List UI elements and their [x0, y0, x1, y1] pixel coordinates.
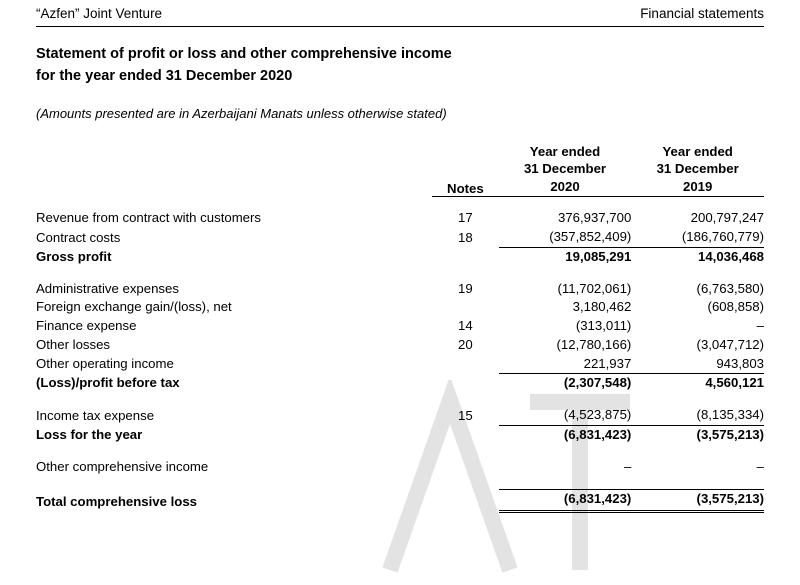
table-row — [36, 406, 764, 425]
row-value-2020: 221,937 — [583, 355, 632, 371]
row-value-2020: (313,011) — [575, 318, 632, 334]
row-value-2019: (3,047,712) — [696, 336, 764, 352]
row-label: Administrative expenses — [36, 280, 179, 296]
table-row — [36, 298, 764, 317]
header-year-2019-line2: 31 December — [656, 161, 739, 177]
financial-statement-table — [36, 143, 764, 514]
spacer-row — [36, 196, 764, 209]
row-value-2019: – — [756, 458, 764, 474]
header-year-2019-line3: 2019 — [682, 179, 713, 195]
row-note: 17 — [458, 210, 473, 226]
table-row-subtotal — [36, 374, 764, 393]
row-value-2019: (3,575,213) — [631, 489, 764, 512]
row-value-2020: (357,852,409) — [549, 229, 632, 245]
row-label: Revenue from contract with customers — [36, 210, 262, 226]
row-value-2020: – — [623, 458, 632, 474]
row-label: Contract costs — [36, 229, 121, 245]
row-note — [432, 298, 499, 317]
table-row — [36, 280, 764, 299]
row-value-2020: (11,702,061) — [557, 280, 632, 296]
table-row — [36, 458, 764, 477]
row-note — [432, 247, 499, 266]
statement-title: Statement of profit or loss and other comprehensive income — [36, 46, 452, 62]
row-value-2019: 943,803 — [716, 355, 764, 371]
row-value-2020: 3,180,462 — [572, 299, 632, 315]
row-note — [432, 425, 499, 444]
row-value-2019: (6,763,580) — [696, 280, 764, 296]
header-year-2020-line3: 2020 — [550, 179, 580, 195]
row-value-2019: 14,036,468 — [631, 247, 764, 266]
header-year-2019 — [631, 143, 764, 197]
header-entity-name: “Azfen” Joint Venture — [36, 6, 163, 21]
row-label: Other losses — [36, 336, 111, 352]
document-header — [36, 0, 764, 27]
row-label: Other comprehensive income — [36, 458, 209, 474]
row-value-2019: 4,560,121 — [631, 374, 764, 393]
row-note: 18 — [458, 229, 473, 245]
currency-note: (Amounts presented are in Azerbaijani Manats unless otherwise stated) — [36, 105, 447, 121]
row-value-2019: (608,858) — [707, 299, 764, 315]
table-header-row — [36, 143, 764, 197]
spacer-row — [36, 476, 764, 489]
row-label: Finance expense — [36, 318, 137, 334]
row-label: Total comprehensive loss — [36, 494, 197, 510]
table-row-subtotal — [36, 247, 764, 266]
row-label: (Loss)/profit before tax — [36, 375, 180, 391]
row-value-2019: 200,797,247 — [690, 210, 764, 226]
header-blank-cell — [36, 143, 432, 197]
table-row-subtotal — [36, 425, 764, 444]
row-note: 14 — [458, 318, 473, 334]
row-value-2019: (186,760,779) — [681, 229, 764, 245]
spacer-row — [36, 393, 764, 406]
row-label: Gross profit — [36, 248, 112, 264]
header-year-2019-line1: Year ended — [662, 143, 733, 159]
row-value-2019: (3,575,213) — [631, 425, 764, 444]
row-note: 15 — [458, 407, 473, 423]
header-year-2020-line1: Year ended — [529, 143, 601, 159]
row-note — [432, 458, 499, 477]
row-note — [432, 374, 499, 393]
row-note — [432, 355, 499, 374]
table-row — [36, 336, 764, 355]
header-year-2020 — [499, 143, 632, 197]
row-label: Income tax expense — [36, 407, 155, 423]
row-value-2019: (8,135,334) — [696, 407, 764, 423]
row-note: 20 — [458, 336, 473, 352]
statement-period: for the year ended 31 December 2020 — [36, 67, 293, 84]
table-row — [36, 317, 764, 336]
row-value-2020: (12,780,166) — [556, 336, 632, 352]
spacer-row — [36, 267, 764, 280]
row-value-2020: (2,307,548) — [499, 374, 632, 393]
table-row — [36, 228, 764, 247]
row-value-2019: – — [756, 318, 764, 334]
table-row — [36, 209, 764, 228]
row-note: 19 — [458, 280, 473, 296]
row-note — [432, 489, 499, 512]
header-document-type: Financial statements — [640, 6, 764, 21]
row-value-2020: (6,831,423) — [499, 489, 632, 512]
row-value-2020: (4,523,875) — [563, 407, 632, 423]
row-label: Other operating income — [36, 356, 174, 372]
row-value-2020: 19,085,291 — [499, 247, 632, 266]
row-value-2020: 376,937,700 — [557, 210, 632, 226]
table-row — [36, 355, 764, 374]
spacer-row — [36, 445, 764, 458]
header-year-2020-line2: 31 December — [523, 161, 607, 177]
row-label: Foreign exchange gain/(loss), net — [36, 299, 232, 315]
header-notes: Notes — [432, 143, 499, 197]
row-value-2020: (6,831,423) — [499, 425, 632, 444]
table-row-total — [36, 489, 764, 512]
title-block — [36, 44, 764, 121]
row-label: Loss for the year — [36, 426, 143, 442]
